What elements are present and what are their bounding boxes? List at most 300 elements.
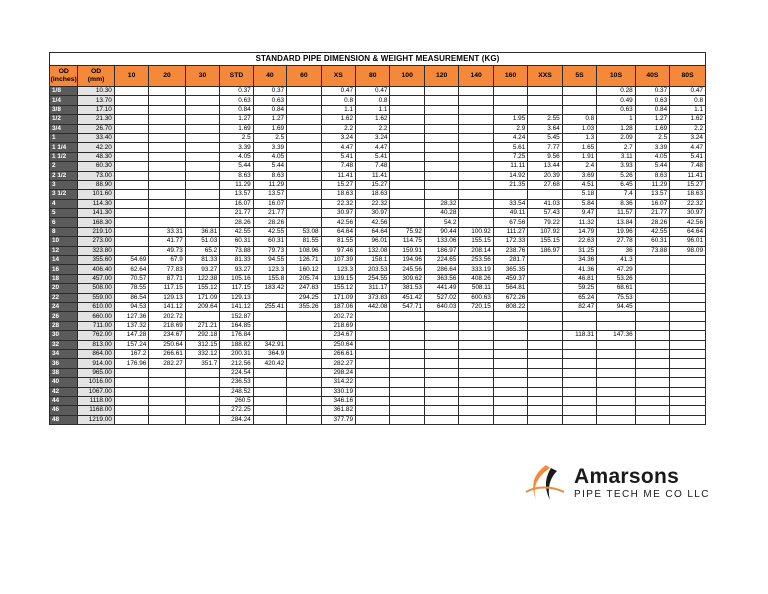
weight-cell: 3.11: [597, 152, 636, 161]
weight-cell: 122.38: [185, 274, 219, 283]
weight-cell: 132.08: [356, 246, 390, 255]
weight-cell: 11.29: [635, 180, 669, 189]
weight-cell: [528, 284, 562, 293]
weight-cell: 4.05: [220, 152, 253, 161]
weight-cell: [562, 359, 596, 368]
column-header: XXS: [528, 66, 562, 87]
weight-cell: [528, 340, 562, 349]
weight-cell: [562, 406, 596, 415]
od-mm-cell: 1219.00: [78, 415, 114, 424]
weight-cell: 260.5: [220, 396, 253, 405]
brand-subtitle: PIPE TECH ME CO LLC: [574, 489, 710, 500]
od-mm-cell: 762.00: [78, 331, 114, 340]
weight-cell: [356, 349, 390, 358]
weight-cell: 209.64: [185, 302, 219, 311]
weight-cell: 49.11: [493, 209, 527, 218]
table-row: [50, 321, 706, 330]
column-header: 40: [253, 66, 286, 87]
od-inches-cell: 26: [50, 312, 78, 321]
weight-cell: 87.71: [149, 274, 185, 283]
weight-cell: 67.9: [149, 256, 185, 265]
weight-cell: 65.2: [185, 246, 219, 255]
weight-cell: 4.05: [253, 152, 286, 161]
weight-cell: 22.32: [321, 199, 355, 208]
weight-cell: 164.85: [220, 321, 253, 330]
table-row: [50, 378, 706, 387]
od-mm-cell: 711.00: [78, 321, 114, 330]
weight-cell: 351.7: [185, 359, 219, 368]
weight-cell: [670, 406, 706, 415]
weight-cell: [114, 162, 148, 171]
weight-cell: 720.15: [459, 302, 493, 311]
weight-cell: 73.88: [220, 246, 253, 255]
weight-cell: [424, 180, 458, 189]
table-row: [50, 293, 706, 302]
weight-cell: [459, 321, 493, 330]
weight-cell: 4.51: [562, 180, 596, 189]
weight-cell: 28.26: [635, 218, 669, 227]
od-mm-cell: 10.30: [78, 87, 114, 96]
weight-cell: [114, 209, 148, 218]
weight-cell: [185, 96, 219, 105]
weight-cell: 2.2: [670, 124, 706, 133]
weight-cell: [114, 171, 148, 180]
weight-cell: 11.29: [253, 180, 286, 189]
weight-cell: 5.44: [220, 162, 253, 171]
weight-cell: [635, 284, 669, 293]
weight-cell: 1.1: [670, 105, 706, 114]
weight-cell: [253, 378, 286, 387]
weight-cell: 176.84: [220, 331, 253, 340]
od-inches-cell: 6: [50, 218, 78, 227]
weight-cell: 332.12: [185, 349, 219, 358]
weight-cell: 14.92: [493, 171, 527, 180]
weight-cell: 0.37: [253, 87, 286, 96]
od-mm-cell: 48.30: [78, 152, 114, 161]
weight-cell: 15.27: [670, 180, 706, 189]
od-inches-cell: 42: [50, 387, 78, 396]
weight-cell: 0.37: [635, 87, 669, 96]
weight-cell: [185, 312, 219, 321]
column-header: 120: [424, 66, 458, 87]
od-inches-cell: 44: [50, 396, 78, 405]
weight-cell: [597, 312, 636, 321]
weight-cell: [287, 162, 321, 171]
od-inches-cell: 34: [50, 349, 78, 358]
weight-cell: [114, 406, 148, 415]
column-header: 80: [356, 66, 390, 87]
weight-cell: [390, 133, 424, 142]
weight-cell: [562, 105, 596, 114]
weight-cell: [493, 349, 527, 358]
weight-cell: 54.2: [424, 218, 458, 227]
weight-cell: 21.77: [220, 209, 253, 218]
weight-cell: [597, 378, 636, 387]
weight-cell: 46.81: [562, 274, 596, 283]
weight-cell: [493, 96, 527, 105]
od-inches-cell: 14: [50, 256, 78, 265]
weight-cell: 254.55: [356, 274, 390, 283]
weight-cell: [114, 415, 148, 424]
weight-cell: [149, 162, 185, 171]
weight-cell: 2.5: [220, 133, 253, 142]
weight-cell: [493, 87, 527, 96]
weight-cell: 266.61: [321, 349, 355, 358]
weight-cell: 114.75: [390, 237, 424, 246]
weight-cell: 527.02: [424, 293, 458, 302]
weight-cell: 13.84: [597, 218, 636, 227]
weight-cell: [253, 321, 286, 330]
weight-cell: 363.56: [424, 274, 458, 283]
weight-cell: [528, 406, 562, 415]
table-row: [50, 218, 706, 227]
weight-cell: [528, 256, 562, 265]
column-header: 20: [149, 66, 185, 87]
weight-cell: [424, 359, 458, 368]
weight-cell: [424, 349, 458, 358]
table-title: STANDARD PIPE DIMENSION & WEIGHT MEASUREMENT (KG): [50, 53, 706, 66]
od-inches-cell: 3/8: [50, 105, 78, 114]
od-inches-cell: 48: [50, 415, 78, 424]
weight-cell: [114, 396, 148, 405]
weight-cell: [597, 340, 636, 349]
weight-cell: 5.45: [528, 133, 562, 142]
weight-cell: [149, 396, 185, 405]
weight-cell: [528, 302, 562, 311]
weight-cell: 3.24: [321, 133, 355, 142]
weight-cell: [493, 340, 527, 349]
weight-cell: [424, 171, 458, 180]
weight-cell: [149, 171, 185, 180]
weight-cell: 312.15: [185, 340, 219, 349]
weight-cell: [287, 331, 321, 340]
od-mm-cell: 33.40: [78, 133, 114, 142]
weight-cell: 2.55: [528, 115, 562, 124]
weight-cell: [390, 321, 424, 330]
weight-cell: [149, 209, 185, 218]
weight-cell: 82.47: [562, 302, 596, 311]
weight-cell: [287, 199, 321, 208]
column-header: OD (inches): [50, 66, 78, 87]
weight-cell: [287, 387, 321, 396]
weight-cell: [459, 152, 493, 161]
weight-cell: [149, 199, 185, 208]
weight-cell: 9.47: [562, 209, 596, 218]
column-header: 30: [185, 66, 219, 87]
weight-cell: 98.09: [670, 246, 706, 255]
weight-cell: [562, 387, 596, 396]
weight-cell: [390, 190, 424, 199]
weight-cell: [635, 359, 669, 368]
weight-cell: [670, 387, 706, 396]
weight-cell: [390, 368, 424, 377]
weight-cell: [528, 368, 562, 377]
weight-cell: [493, 396, 527, 405]
weight-cell: 330.19: [321, 387, 355, 396]
weight-cell: 67.56: [493, 218, 527, 227]
weight-cell: 90.44: [424, 227, 458, 236]
weight-cell: [149, 190, 185, 199]
weight-cell: 255.41: [253, 302, 286, 311]
weight-cell: 93.27: [185, 265, 219, 274]
table-row: [50, 133, 706, 142]
weight-cell: 22.32: [670, 199, 706, 208]
weight-cell: [287, 133, 321, 142]
weight-cell: [185, 209, 219, 218]
weight-cell: [185, 387, 219, 396]
weight-cell: [635, 415, 669, 424]
weight-cell: 183.42: [253, 284, 286, 293]
weight-cell: [390, 415, 424, 424]
weight-cell: 451.42: [390, 293, 424, 302]
weight-cell: 171.09: [185, 293, 219, 302]
weight-cell: 171.09: [321, 293, 355, 302]
weight-cell: [459, 143, 493, 152]
weight-cell: [493, 321, 527, 330]
weight-cell: [528, 359, 562, 368]
weight-cell: 64.64: [321, 227, 355, 236]
table-row: [50, 246, 706, 255]
weight-cell: [528, 415, 562, 424]
weight-cell: 298.24: [321, 368, 355, 377]
weight-cell: 1.69: [253, 124, 286, 133]
od-inches-cell: 46: [50, 406, 78, 415]
weight-cell: 0.8: [321, 96, 355, 105]
od-mm-cell: 219.10: [78, 227, 114, 236]
od-mm-cell: 88.90: [78, 180, 114, 189]
weight-cell: 42.55: [253, 227, 286, 236]
weight-cell: 0.63: [635, 96, 669, 105]
weight-cell: [185, 171, 219, 180]
weight-cell: [635, 406, 669, 415]
weight-cell: 294.25: [287, 293, 321, 302]
weight-cell: 2.5: [253, 133, 286, 142]
weight-cell: 117.15: [149, 284, 185, 293]
weight-cell: [390, 218, 424, 227]
weight-cell: 19.96: [597, 227, 636, 236]
weight-cell: [635, 340, 669, 349]
weight-cell: [635, 387, 669, 396]
weight-cell: 155.15: [528, 237, 562, 246]
weight-cell: 3.24: [670, 133, 706, 142]
od-mm-cell: 1168.00: [78, 406, 114, 415]
weight-cell: 147.36: [597, 331, 636, 340]
weight-cell: [287, 209, 321, 218]
weight-cell: 2.9: [493, 124, 527, 133]
weight-cell: [670, 378, 706, 387]
weight-cell: 250.64: [149, 340, 185, 349]
weight-cell: [149, 387, 185, 396]
weight-cell: [635, 256, 669, 265]
weight-cell: [459, 124, 493, 133]
weight-cell: 41.77: [149, 237, 185, 246]
weight-cell: [424, 368, 458, 377]
od-inches-cell: 22: [50, 293, 78, 302]
od-mm-cell: 813.00: [78, 340, 114, 349]
weight-cell: [459, 331, 493, 340]
weight-cell: [459, 96, 493, 105]
weight-cell: 94.53: [114, 302, 148, 311]
weight-cell: 2.2: [356, 124, 390, 133]
weight-cell: [424, 190, 458, 199]
weight-cell: [528, 96, 562, 105]
weight-cell: 9.56: [528, 152, 562, 161]
weight-cell: [424, 152, 458, 161]
weight-cell: [528, 378, 562, 387]
weight-cell: [287, 218, 321, 227]
weight-cell: [635, 274, 669, 283]
weight-cell: [635, 331, 669, 340]
weight-cell: [424, 340, 458, 349]
weight-cell: [185, 87, 219, 96]
weight-cell: 81.33: [220, 256, 253, 265]
weight-cell: 5.18: [562, 190, 596, 199]
weight-cell: [149, 415, 185, 424]
weight-cell: [356, 387, 390, 396]
weight-cell: [635, 349, 669, 358]
weight-cell: [253, 415, 286, 424]
weight-cell: 27.78: [597, 237, 636, 246]
od-mm-cell: 508.00: [78, 284, 114, 293]
table-row: [50, 274, 706, 283]
table-row: [50, 368, 706, 377]
weight-cell: 160.12: [287, 265, 321, 274]
weight-cell: [670, 396, 706, 405]
weight-cell: 272.25: [220, 406, 253, 415]
od-mm-cell: 1067.00: [78, 387, 114, 396]
title-row: [50, 53, 706, 66]
od-inches-cell: 5: [50, 209, 78, 218]
weight-cell: 0.47: [670, 87, 706, 96]
weight-cell: 141.12: [149, 302, 185, 311]
weight-cell: [114, 387, 148, 396]
weight-cell: 2.09: [597, 133, 636, 142]
weight-cell: [149, 133, 185, 142]
column-header: 40S: [635, 66, 669, 87]
weight-cell: [287, 406, 321, 415]
weight-cell: [390, 387, 424, 396]
od-mm-cell: 323.80: [78, 246, 114, 255]
weight-cell: [114, 227, 148, 236]
od-inches-cell: 1 1/4: [50, 143, 78, 152]
weight-cell: [424, 124, 458, 133]
weight-cell: [114, 199, 148, 208]
weight-cell: 94.45: [597, 302, 636, 311]
weight-cell: 11.32: [562, 218, 596, 227]
weight-cell: 2.2: [321, 124, 355, 133]
weight-cell: 3.39: [220, 143, 253, 152]
weight-cell: 203.53: [356, 265, 390, 274]
weight-cell: 14.79: [562, 227, 596, 236]
weight-cell: [597, 387, 636, 396]
weight-cell: [185, 152, 219, 161]
weight-cell: [356, 406, 390, 415]
weight-cell: 5.61: [493, 143, 527, 152]
od-mm-cell: 60.30: [78, 162, 114, 171]
weight-cell: 126.71: [287, 256, 321, 265]
weight-cell: 108.96: [287, 246, 321, 255]
od-inches-cell: 3/4: [50, 124, 78, 133]
weight-cell: 224.54: [220, 368, 253, 377]
weight-cell: [287, 190, 321, 199]
weight-cell: 22.63: [562, 237, 596, 246]
weight-cell: 65.24: [562, 293, 596, 302]
weight-cell: [424, 396, 458, 405]
column-header: STD: [220, 66, 253, 87]
weight-cell: [390, 312, 424, 321]
weight-cell: 6.45: [597, 180, 636, 189]
weight-cell: [424, 115, 458, 124]
weight-cell: [670, 368, 706, 377]
weight-cell: 30.97: [356, 209, 390, 218]
weight-cell: [390, 105, 424, 114]
od-inches-cell: 4: [50, 199, 78, 208]
weight-cell: 3.64: [528, 124, 562, 133]
od-inches-cell: 36: [50, 359, 78, 368]
weight-cell: 41.36: [562, 265, 596, 274]
weight-cell: [287, 105, 321, 114]
weight-cell: 508.11: [459, 284, 493, 293]
weight-cell: [253, 331, 286, 340]
weight-cell: [185, 415, 219, 424]
weight-cell: 59.25: [562, 284, 596, 293]
weight-cell: 342.91: [253, 340, 286, 349]
weight-cell: 186.97: [528, 246, 562, 255]
table-row: [50, 331, 706, 340]
weight-cell: [670, 293, 706, 302]
column-header: 10S: [597, 66, 636, 87]
od-mm-cell: 457.00: [78, 274, 114, 283]
od-mm-cell: 42.20: [78, 143, 114, 152]
weight-cell: [287, 115, 321, 124]
weight-cell: [670, 265, 706, 274]
weight-cell: [424, 331, 458, 340]
weight-cell: 1.62: [670, 115, 706, 124]
od-mm-cell: 73.00: [78, 171, 114, 180]
weight-cell: [493, 378, 527, 387]
table-row: [50, 124, 706, 133]
weight-cell: [149, 152, 185, 161]
weight-cell: [493, 190, 527, 199]
weight-cell: [459, 349, 493, 358]
weight-cell: 281.7: [493, 256, 527, 265]
weight-cell: [562, 368, 596, 377]
weight-cell: [114, 180, 148, 189]
weight-cell: 8.36: [597, 199, 636, 208]
weight-cell: 93.27: [220, 265, 253, 274]
weight-cell: [114, 124, 148, 133]
weight-cell: 155.12: [185, 284, 219, 293]
weight-cell: 176.96: [114, 359, 148, 368]
weight-cell: [597, 396, 636, 405]
weight-cell: [287, 349, 321, 358]
weight-cell: [597, 406, 636, 415]
column-header: 80S: [670, 66, 706, 87]
weight-cell: 4.47: [321, 143, 355, 152]
weight-cell: 7.48: [356, 162, 390, 171]
table-row: [50, 340, 706, 349]
od-mm-cell: 114.30: [78, 199, 114, 208]
weight-cell: 3.69: [562, 171, 596, 180]
weight-cell: 333.19: [459, 265, 493, 274]
weight-cell: 155.8: [253, 274, 286, 283]
weight-cell: 248.52: [220, 387, 253, 396]
weight-cell: [528, 349, 562, 358]
weight-cell: 21.77: [635, 209, 669, 218]
weight-cell: [528, 396, 562, 405]
od-mm-cell: 660.00: [78, 312, 114, 321]
weight-cell: [597, 368, 636, 377]
